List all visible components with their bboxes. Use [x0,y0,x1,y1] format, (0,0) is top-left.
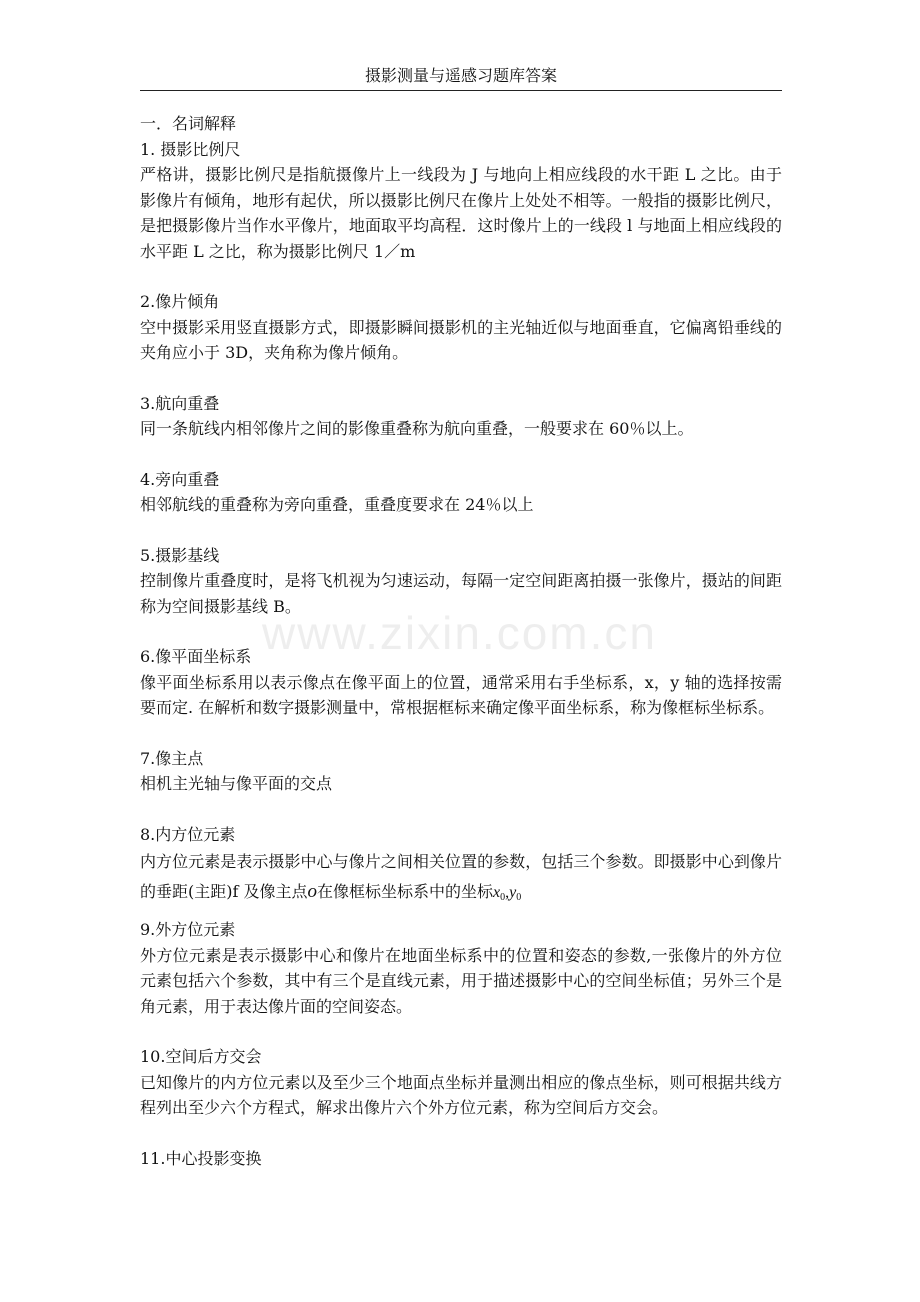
term-entry-2 [140,289,782,366]
term-entry-10 [140,1044,782,1121]
term-definition: 已知像片的内方位元素以及至少三个地面点坐标并量测出相应的像点坐标，则可根据共线方程列出至少六个方程式，解求出像片六个外方位元素，称为空间后方交会。 [140,1072,782,1117]
term-entry-5 [140,543,782,620]
term-entry-6 [140,644,782,721]
term-title: 2.像片倾角 [140,292,220,311]
term-definition: 同一条航线内相邻像片之间的影像重叠称为航向重叠，一般要求在 60％以上。 [140,419,694,438]
term-title: 7.像主点 [140,748,204,768]
term-title: 1. 摄影比例尺 [140,139,241,159]
term-entry-7 [140,746,782,797]
term-entry-4 [140,467,782,518]
document-content [140,111,782,1171]
term-title: 5.摄影基线 [140,545,220,565]
term-title: 6.像平面坐标系 [140,647,252,666]
math-subscript: 0 [500,892,506,903]
term-entry-1 [140,137,782,265]
term-title: 8.内方位元素 [140,824,236,844]
section-title: 一．名词解释 [140,114,237,133]
term-definition: 空中摄影采用竖直摄影方式，即摄影瞬间摄影机的主光轴近似与地面垂直，它偏离铅垂线的夹角应小于 3D，夹角称为像片倾角。 [140,317,782,362]
math-symbol-o: o [307,881,317,902]
term-definition: 外方位元素是表示摄影中心和像片在地面坐标系中的位置和姿态的参数,一张像片的外方位元素包括六个参数，其中有三个是直线元素，用于描述摄影中心的空间坐标值；另外三个是角元素，用于表达像片面的空间姿态。 [140,945,782,1016]
term-definition: 相机主光轴与像平面的交点 [140,774,333,793]
definition-text: 在像框标坐标系中的坐标 [317,882,494,901]
term-entry-11 [140,1146,782,1172]
term-definition: 像平面坐标系用以表示像点在像平面上的位置，通常采用右手坐标系，x，y 轴的选择按需要而定. 在解析和数字摄影测量中，常根据框标来确定像平面坐标系，称为像框标坐标系。 [140,672,782,717]
term-entry-3 [140,391,782,442]
math-x: x [493,884,501,901]
math-subscript: 0 [516,892,522,903]
math-y: y [509,884,517,901]
term-title: 11.中心投影变换 [140,1148,262,1168]
page-header: 摄影测量与遥感习题库答案 [140,64,782,91]
definition-text: 内方位元素是表示摄影中心与像片之间相关位置的参数，包括三个参数。即摄影中心到像片的垂距(主距)f 及像主点 [140,852,782,901]
term-definition: 严格讲，摄影比例尺是指航摄像片上一线段为 J 与地向上相应线段的水干距 L 之比。由于影像片有倾角，地形有起伏，所以摄影比例尺在像片上处处不相等。一般指的摄影比例尺，是把摄影像片当作水平像片，地面取平均高程．这时像片上的一线段 l 与地面上相应线段的水平距 L 之比，称为摄影比例尺 1／m [140,165,782,261]
term-title: 4.旁向重叠 [140,469,220,489]
term-definition [140,847,782,913]
term-entry-9 [140,917,782,1019]
document-page [140,64,782,1196]
term-entry-8 [140,822,782,914]
term-title: 9.外方位元素 [140,920,236,939]
term-title: 3.航向重叠 [140,393,220,413]
term-definition: 相邻航线的重叠称为旁向重叠，重叠度要求在 24％以上 [140,495,534,514]
term-definition: 控制像片重叠度时，是将飞机视为匀速运动，每隔一定空间距离拍摄一张像片，摄站的间距称为空间摄影基线 B。 [140,571,782,616]
math-coordinates [493,884,521,901]
math-comma: , [505,884,510,901]
term-title: 10.空间后方交会 [140,1047,262,1066]
watermark: www.zixin.com.cn [262,607,657,659]
